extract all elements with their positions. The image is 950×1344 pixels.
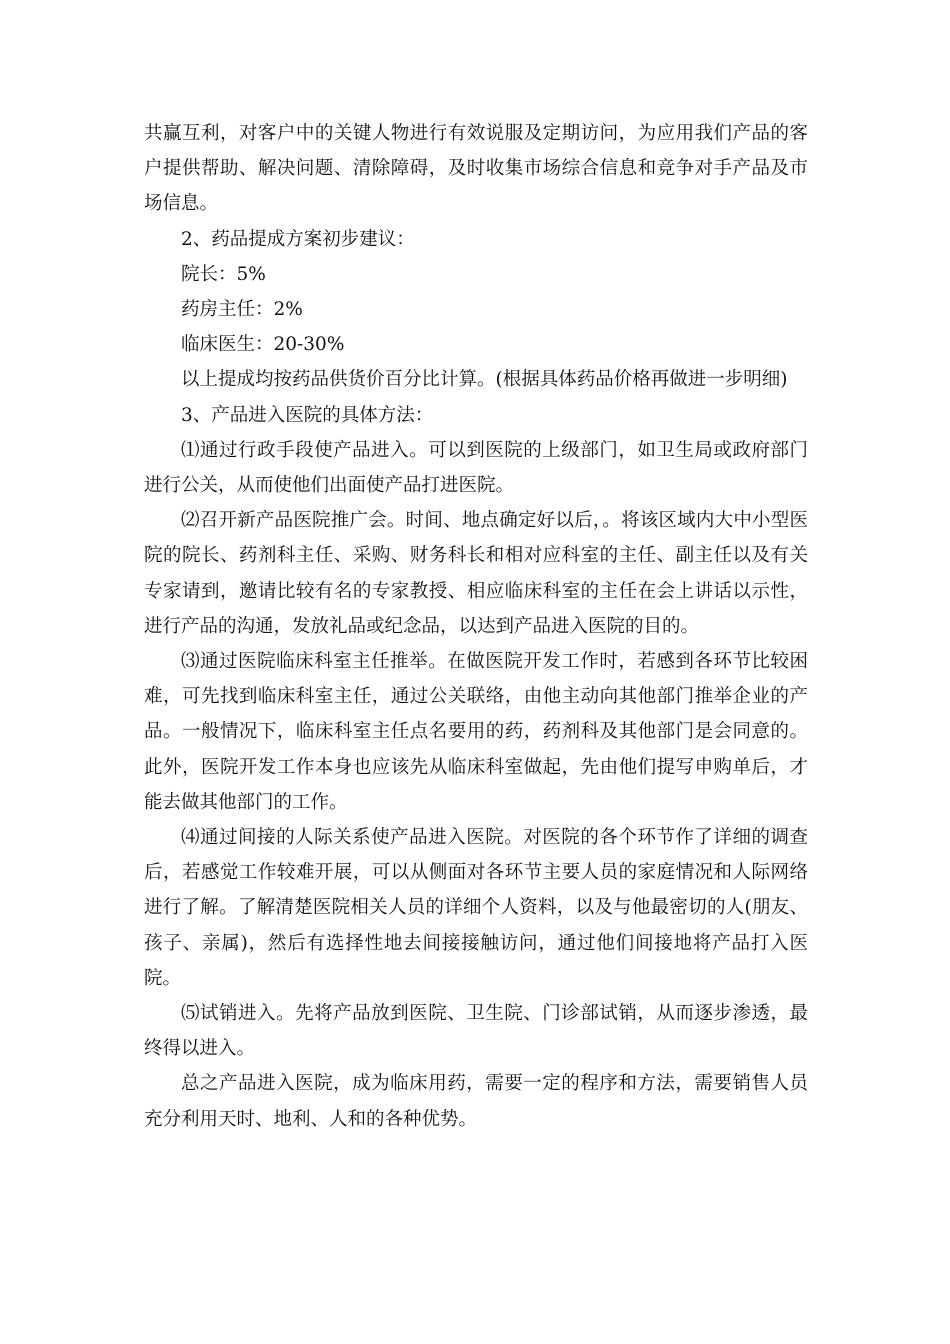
document-page — [144, 116, 808, 1137]
heading-entry-methods: 3、产品进入医院的具体方法： — [181, 404, 434, 426]
paragraph-key-customers: 共赢互利，对客户中的关键人物进行有效说服及定期访问，为应用我们产品的客户提供帮助、解决问题、清除障碍，及时收集市场综合信息和竞争对手产品及市场信息。 — [144, 123, 808, 215]
heading-commission-proposal: 2、药品提成方案初步建议： — [181, 228, 415, 250]
method-1-administrative: ⑴通过行政手段使产品进入。可以到医院的上级部门，如卫生局或政府部门进行公关，从而使他们出面使产品打进医院。 — [144, 439, 808, 497]
method-4-personal-network: ⑷通过间接的人际关系使产品进入医院。对医院的各个环节作了详细的调查后，若感觉工作较难开展，可以从侧面对各环节主要人员的家庭情况和人际网络进行了解。了解清楚医院相关人员的详细个人资料，以及与他最密切的人(朋友、孩子、亲属)，然后有选择性地去间接接触访问，通过他们间接地将产品打入医院。 — [144, 827, 808, 989]
paragraph-conclusion: 总之产品进入医院，成为临床用药，需要一定的程序和方法，需要销售人员充分利用天时、地利、人和的各种优势。 — [144, 1073, 808, 1130]
method-3-department-head: ⑶通过医院临床科室主任推举。在做医院开发工作时，若感到各环节比较困难，可先找到临床科室主任，通过公关联络，由他主动向其他部门推举企业的产品。一般情况下，临床科室主任点名要用的药，药剂科及其他部门是会同意的。此外，医院开发工作本身也应该先从临床科室做起，先由他们提写申购单后，才能去做其他部门的工作。 — [144, 651, 808, 813]
commission-director: 院长：5% — [181, 263, 266, 285]
method-2-promotion-meeting: ⑵召开新产品医院推广会。时间、地点确定好以后，。将该区域内大中小型医院的院长、药剂科主任、采购、财务科长和相对应科室的主任、副主任以及有关专家请到，邀请比较有名的专家教授、相应临床科室的主任在会上讲话以示性，进行产品的沟通，发放礼品或纪念品，以达到产品进入医院的目的。 — [144, 510, 808, 637]
commission-pharmacy-head: 药房主任：2% — [181, 299, 303, 321]
paragraph-commission-basis: 以上提成均按药品供货价百分比计算。(根据具体药品价格再做进一步明细) — [181, 369, 788, 391]
method-5-trial-sales: ⑸试销进入。先将产品放到医院、卫生院、门诊部试销，从而逐步渗透，最终得以进入。 — [144, 1003, 808, 1060]
commission-clinical-doctor: 临床医生：20-30% — [181, 334, 345, 356]
